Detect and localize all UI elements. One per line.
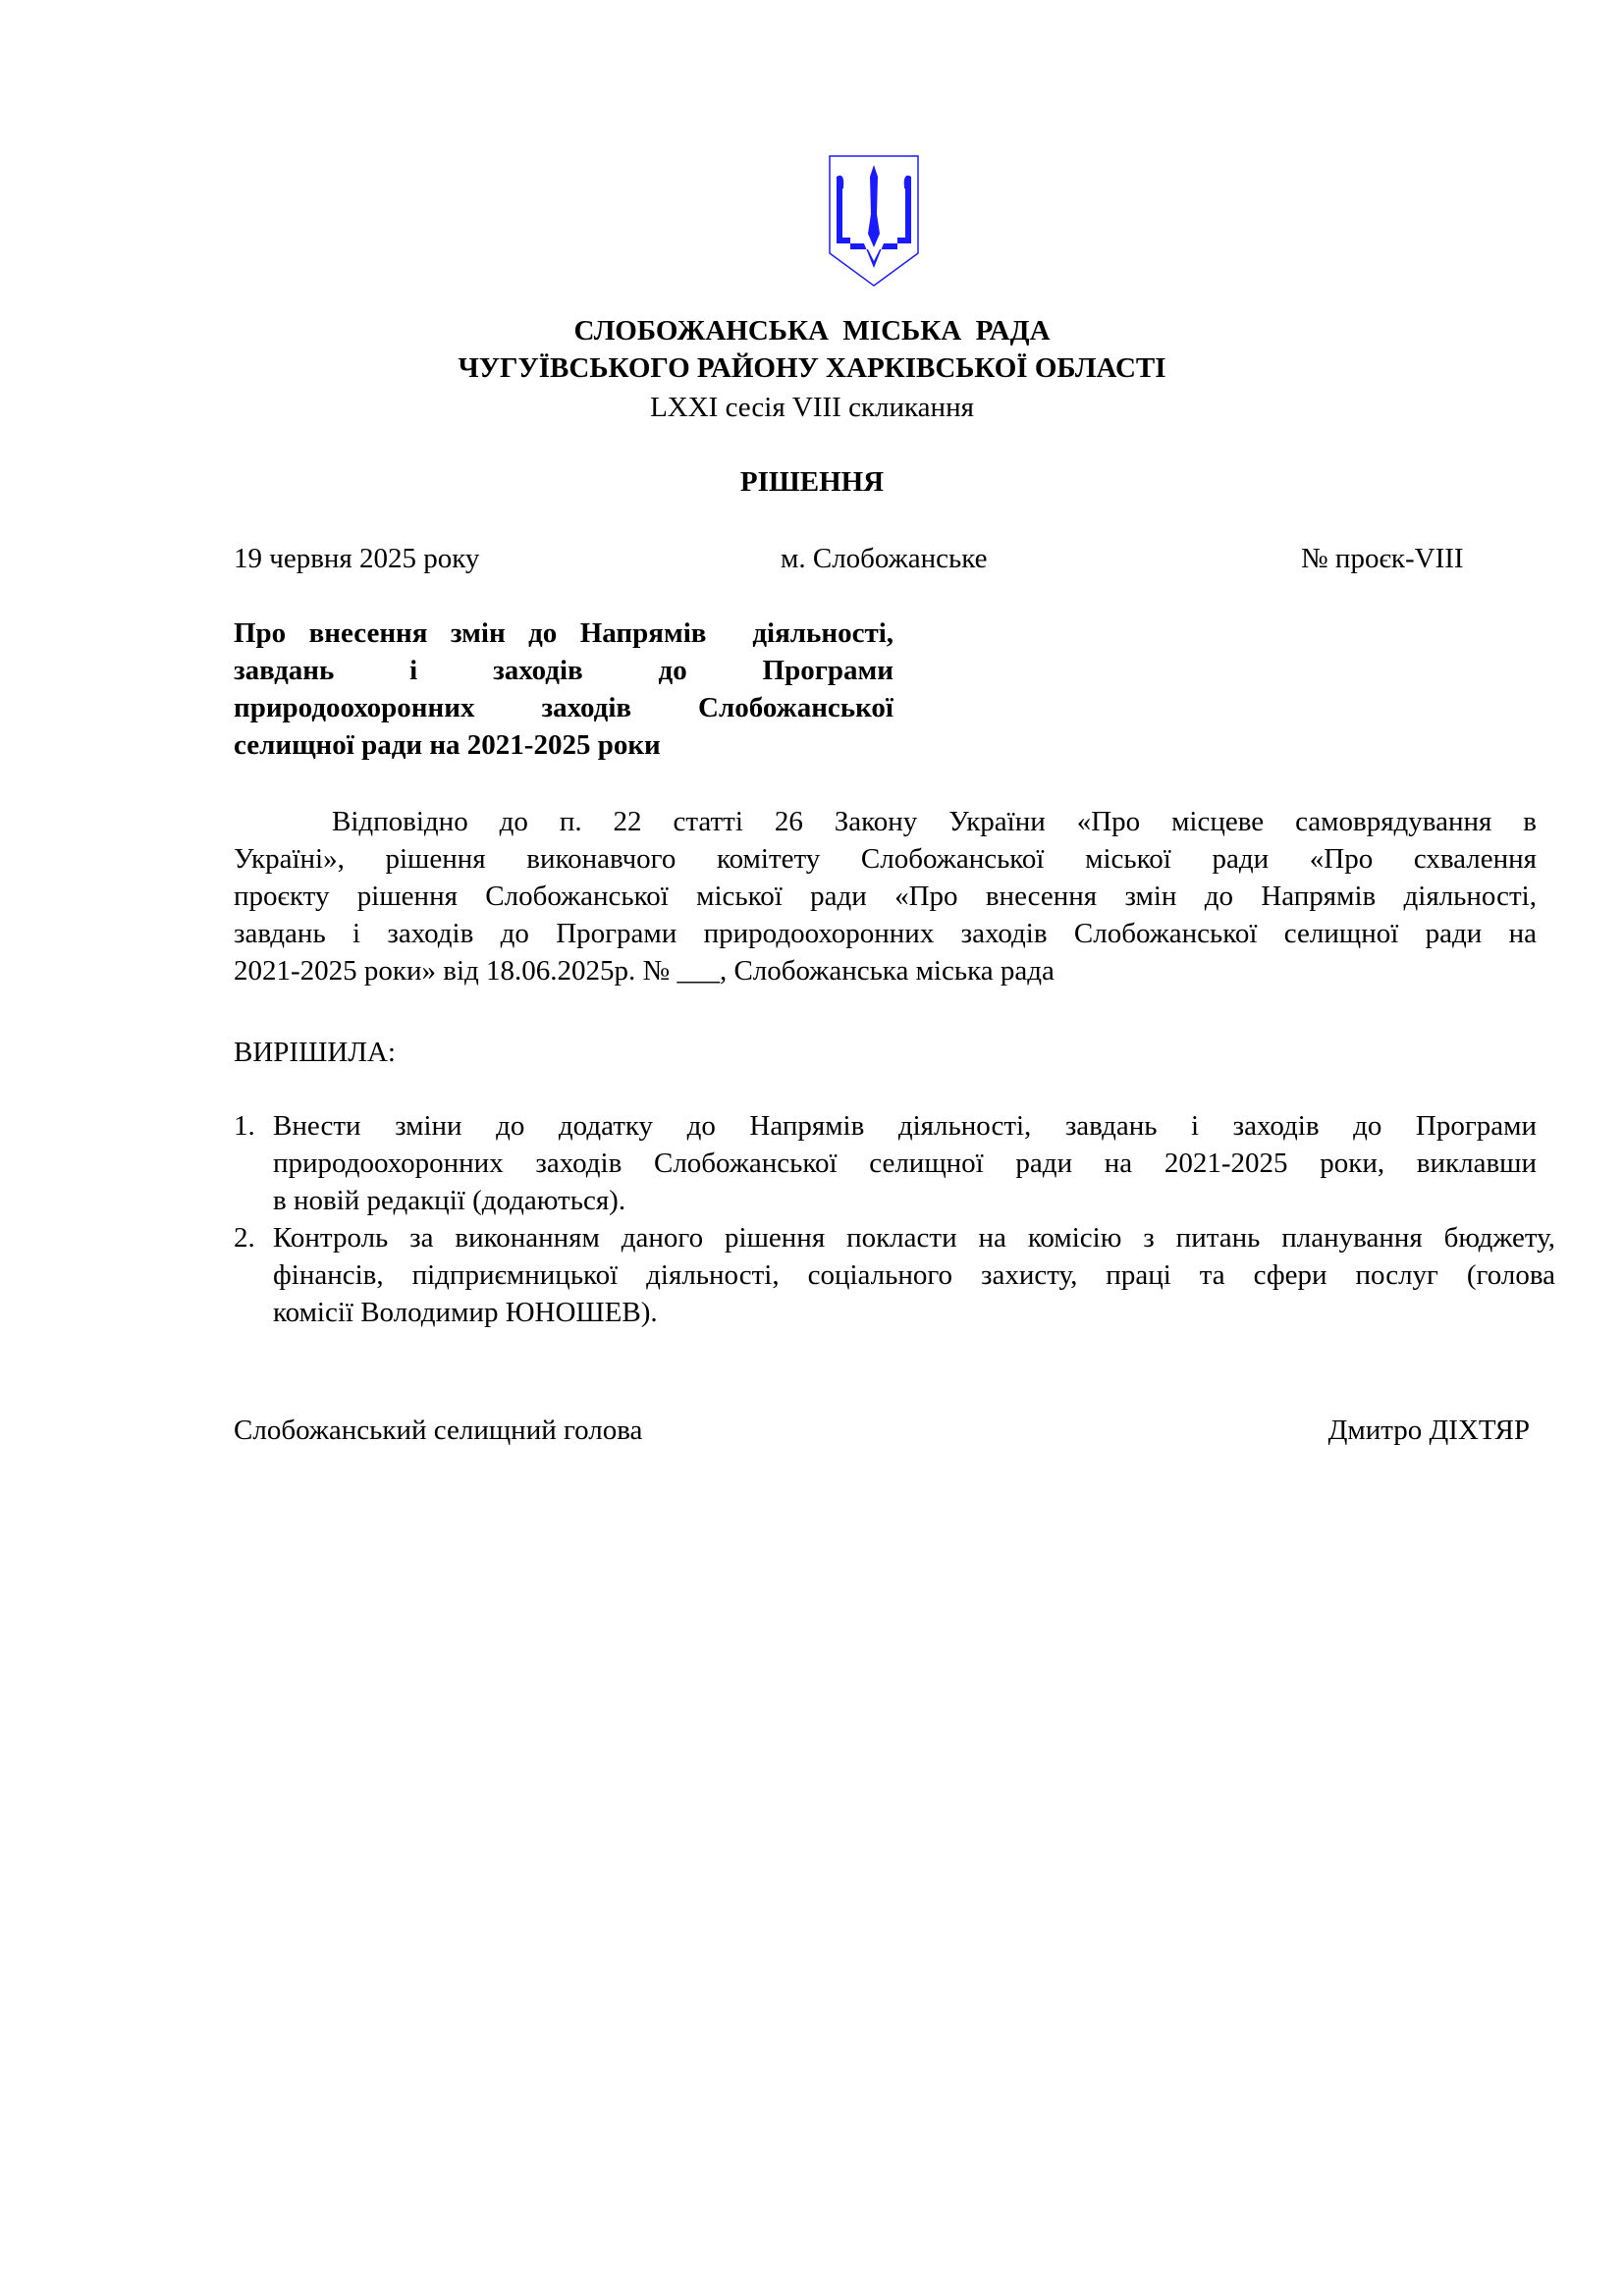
signatory-name: Дмитро ДІХТЯР — [1327, 1415, 1530, 1446]
subject-line: природоохоронних заходів Слобожанської — [234, 692, 893, 723]
decision-subject — [234, 614, 893, 764]
coat-of-arms-icon — [829, 155, 919, 287]
preamble-line: завдань і заходів до Програми природоохоронних заходів Слобожанської селищної ради на — [234, 918, 1537, 949]
preamble-line: Відповідно до п. 22 статті 26 Закону України «Про місцеве самоврядування в — [332, 806, 1537, 837]
decision-item — [234, 1219, 1555, 1331]
item-line: фінансів, підприємницької діяльності, соціального захисту, праці та сфери послуг (голова — [273, 1259, 1555, 1291]
item-line: в новій редакції (додаються). — [273, 1185, 626, 1216]
item-line: комісії Володимир ЮНОШЕВ). — [273, 1297, 658, 1328]
council-name: СЛОБОЖАНСЬКА МІСЬКА РАДА — [573, 315, 1051, 347]
item-line: природоохоронних заходів Слобожанської селищної ради на 2021-2025 роки, виклавши — [273, 1148, 1537, 1179]
session-info: LXXI сесія VIII скликання — [650, 392, 974, 423]
subject-line: завдань і заходів до Програми — [234, 655, 893, 686]
document-number: № проєк-VIII — [1301, 543, 1464, 574]
decision-item — [234, 1107, 1537, 1219]
subject-line: селищної ради на 2021-2025 роки — [234, 729, 661, 761]
signatory-title: Слобожанський селищний голова — [234, 1415, 643, 1446]
item-line: Внести зміни до додатку до Напрямів діяльності, завдань і заходів до Програми — [273, 1110, 1537, 1142]
preamble-line: Україні», рішення виконавчого комітету Слобожанської міської ради «Про схвалення — [234, 843, 1537, 875]
subject-line: Про внесення змін до Напрямів діяльності, — [234, 617, 893, 649]
preamble-paragraph — [234, 803, 1537, 989]
item-number: 1. — [234, 1110, 255, 1142]
document-type: РІШЕННЯ — [739, 466, 885, 498]
decision-items — [234, 1107, 1555, 1331]
document-date: 19 червня 2025 року — [234, 543, 480, 574]
preamble-line: проєкту рішення Слобожанської міської ради «Про внесення змін до Напрямів діяльності, — [234, 881, 1537, 912]
district-name: ЧУГУЇВСЬКОГО РАЙОНУ ХАРКІВСЬКОЇ ОБЛАСТІ — [458, 352, 1166, 384]
item-line: Контроль за виконанням даного рішення покласти на комісію з питань планування бюджету, — [273, 1222, 1555, 1254]
preamble-line: 2021-2025 роки» від 18.06.2025р. № ___, Слобожанська міська рада — [234, 955, 1055, 987]
decided-heading: ВИРІШИЛА: — [234, 1037, 396, 1068]
document-place: м. Слобожанське — [781, 543, 988, 574]
item-number: 2. — [234, 1222, 255, 1254]
